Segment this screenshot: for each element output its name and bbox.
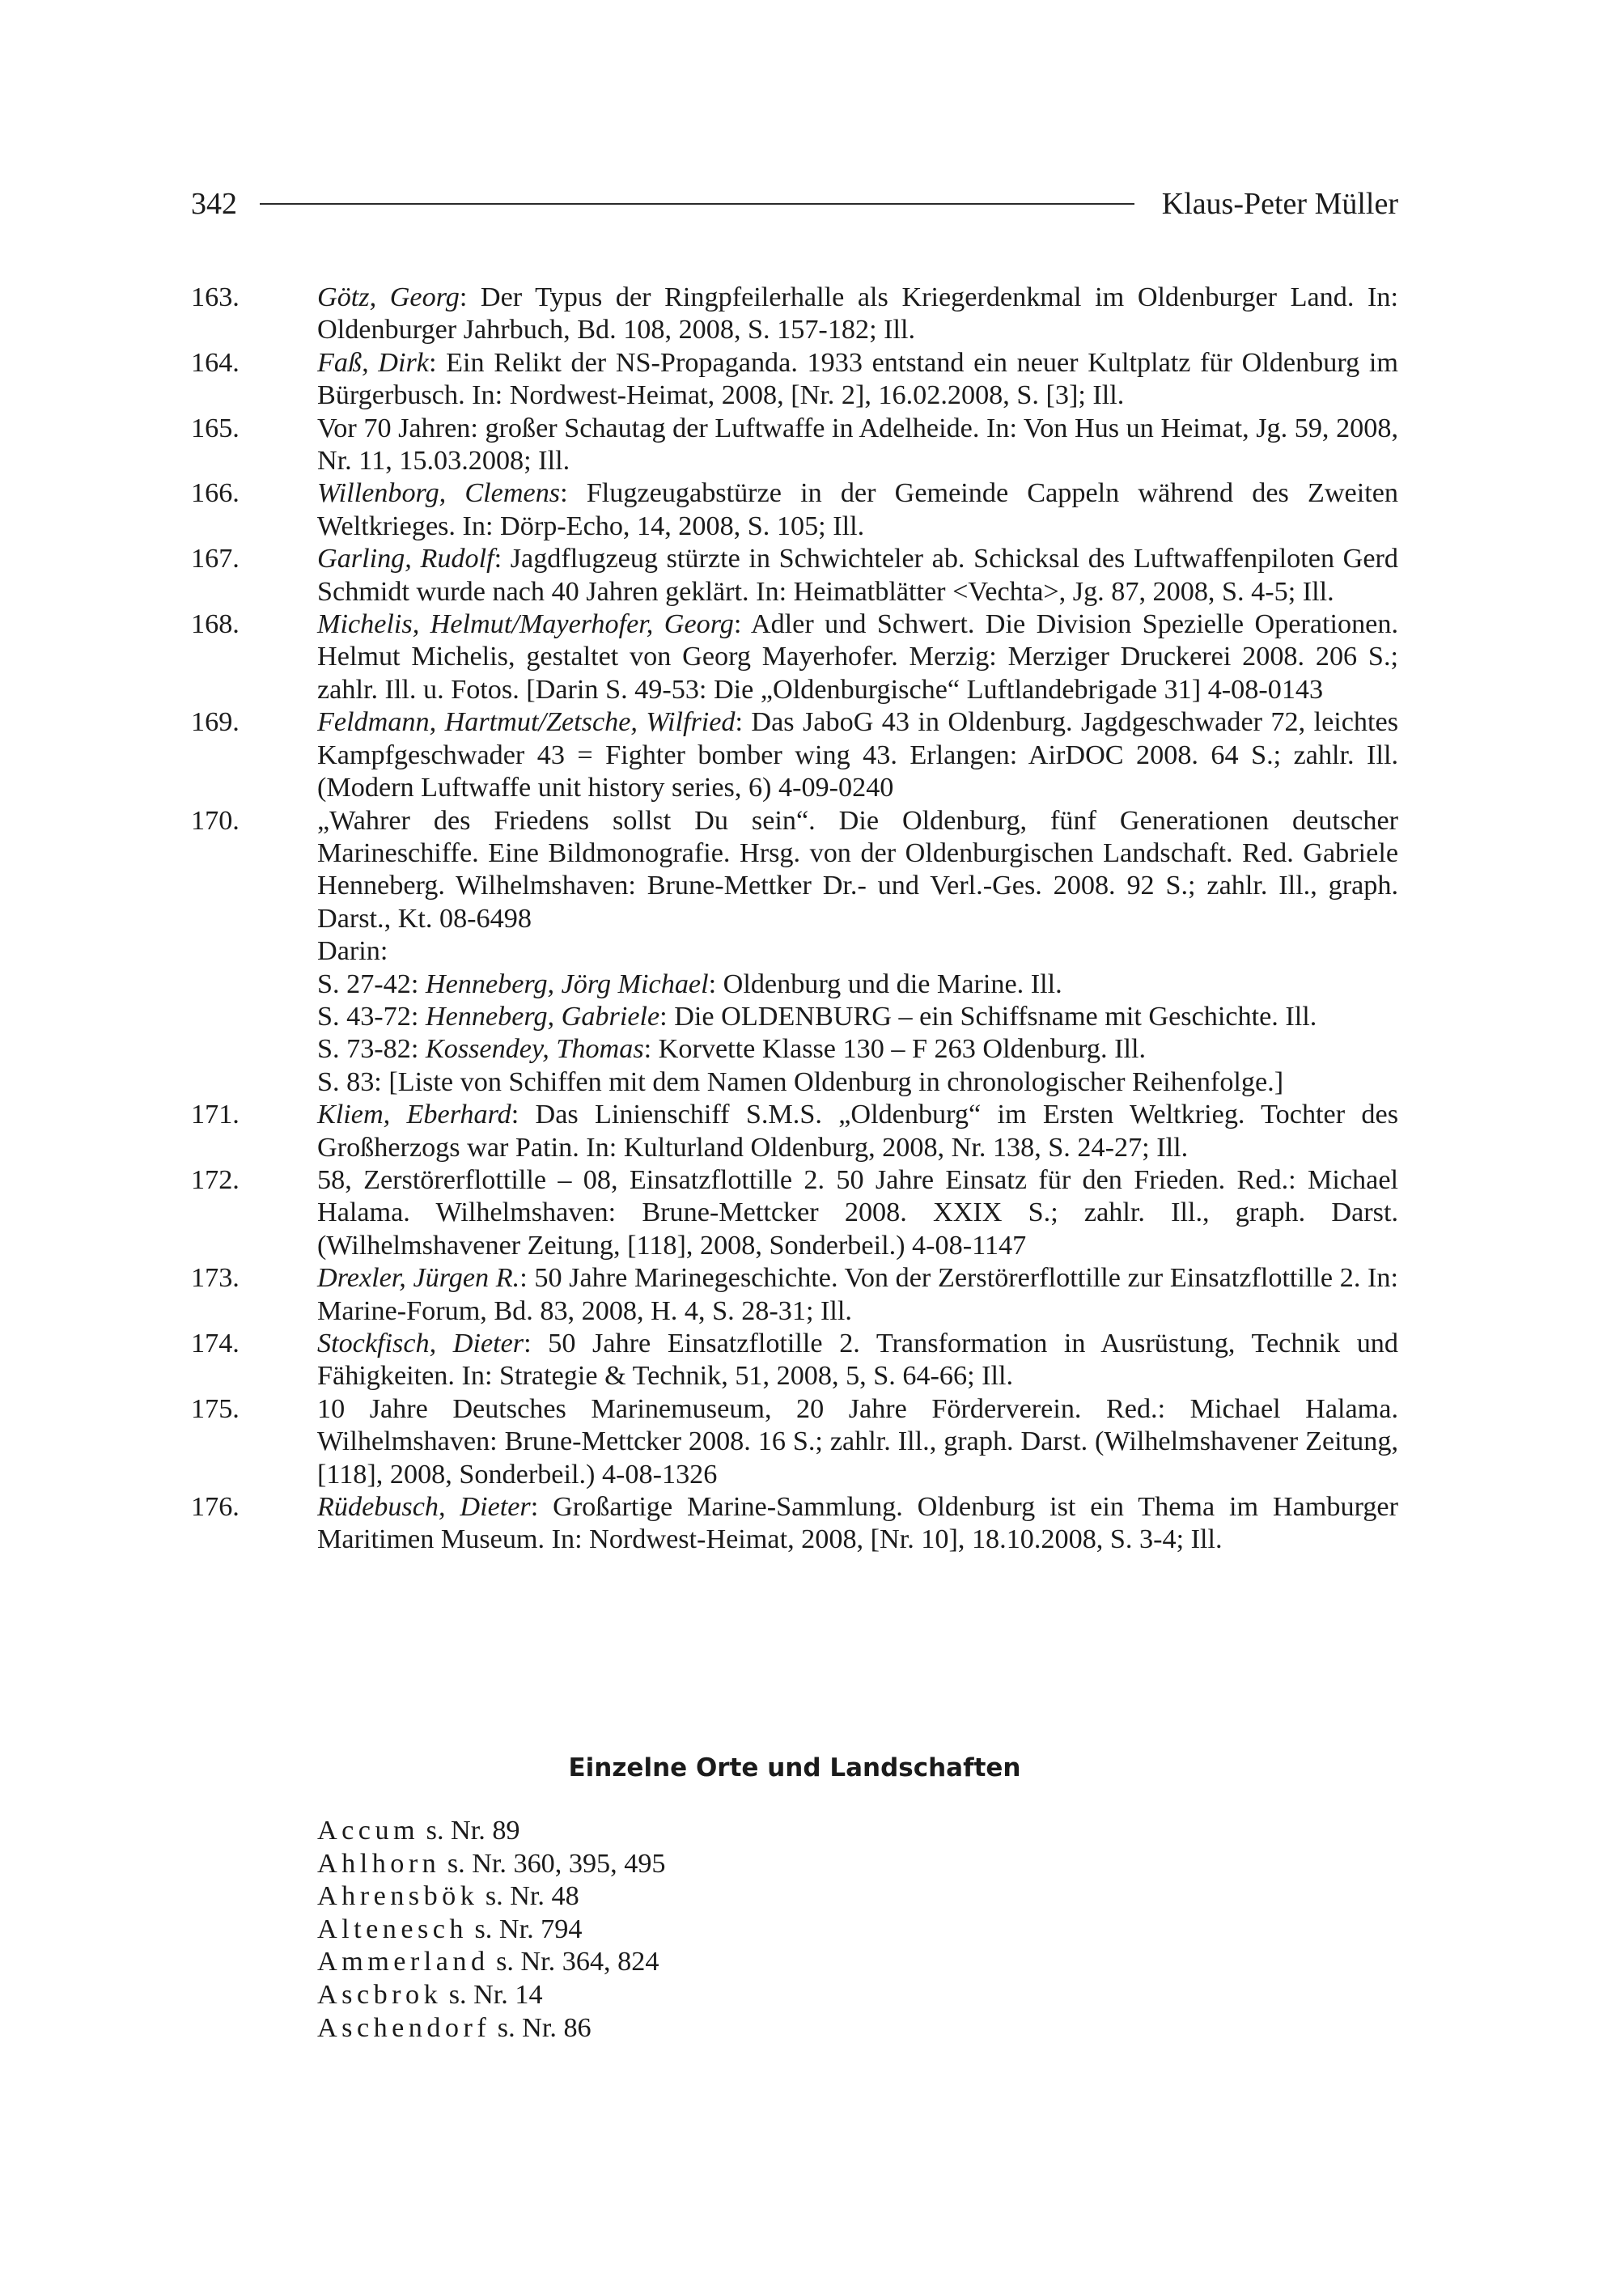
darin-text: : Die OLDENBURG – ein Schiffsname mit Geschichte. Ill. (659, 1001, 1317, 1032)
darin-item (317, 1001, 1398, 1033)
entry-text: : Adler und Schwert. Die Division Spezielle Operationen. Helmut Michelis, gestaltet von Georg Mayerhofer. Merzig: Merziger Druckerei 2008. 206 S.; zahlr. Ill. u. Fotos. [Darin S. 49-53: Die „Oldenburgische“ Luftlandebrigade 31] 4-08-0143 (317, 609, 1398, 705)
entry-author: Götz, Georg (317, 282, 460, 312)
bibliography-entry (191, 282, 1398, 347)
place-ref: s. Nr. 14 (448, 1979, 543, 2010)
entry-number: 172. (191, 1164, 240, 1195)
entry-text: : Das Linienschiff S.M.S. „Oldenburg“ im Ersten Weltkrieg. Tochter des Großherzogs war Patin. In: Kulturland Oldenburg, 2008, Nr. 138, S. 24-27; Ill. (317, 1100, 1398, 1163)
entry-author: Feldmann, Hartmut/Zetsche, Wilfried (317, 707, 736, 738)
darin-label: Darin: (317, 936, 388, 967)
entry-number: 176. (191, 1492, 240, 1523)
entry-body (317, 608, 1398, 706)
entry-text: : Der Typus der Ringpfeilerhalle als Kriegerdenkmal im Oldenburger Land. In: Oldenburger Jahrbuch, Bd. 108, 2008, S. 157-182; Ill. (317, 282, 1399, 345)
entry-body (317, 282, 1398, 347)
darin-text: [Liste von Schiffen mit dem Namen Oldenburg in chronologischer Reihenfolge.] (388, 1066, 1284, 1097)
darin-text: : Oldenburg und die Marine. Ill. (708, 968, 1062, 999)
entry-body (317, 1393, 1398, 1491)
entry-author: Stockfisch, Dieter (317, 1329, 524, 1358)
entry-author: Drexler, Jürgen R. (317, 1263, 520, 1294)
entry-number: 169. (191, 707, 240, 738)
entry-author: Faß, Dirk (317, 347, 429, 378)
darin-author: Henneberg, Gabriele (425, 1001, 660, 1032)
entry-body (317, 1099, 1398, 1164)
place-name: Accum (317, 1816, 420, 1846)
bibliography-entry (191, 477, 1398, 543)
entry-body (317, 706, 1398, 804)
entry-body (317, 805, 1398, 1100)
entry-body (317, 413, 1398, 478)
darin-pages: S. 27-42: (317, 968, 426, 999)
place-ref: s. Nr. 86 (497, 2012, 592, 2043)
entry-text: 58, Zerstörerflottille – 08, Einsatzflottille 2. 50 Jahre Einsatz für den Frieden. Red.: Michael Halama. Wilhelmshaven: Brune-Mettcker 2008. XXIX S.; zahlr. Ill., graph. Darst. (Wilhelmshavener Zeitung, [118], 2008, Sonderbeil.) 4-08-1147 (317, 1164, 1398, 1261)
entry-body (317, 1164, 1398, 1262)
darin-item (317, 1066, 1398, 1099)
bibliography-entry (191, 1164, 1398, 1262)
place-entry (317, 1914, 666, 1947)
place-entry (317, 1979, 666, 2012)
entry-text: : Großartige Marine-Sammlung. Oldenburg ist ein Thema im Hamburger Maritimen Museum. In: Nordwest-Heimat, 2008, [Nr. 10], 18.10.2008, S. 3-4; Ill. (317, 1492, 1398, 1555)
entry-number: 164. (191, 347, 240, 378)
place-entry (317, 1880, 666, 1914)
place-ref: s. Nr. 364, 824 (496, 1947, 659, 1977)
entry-body (317, 1328, 1398, 1393)
place-name: Ahrensbök (317, 1881, 479, 1912)
entry-number: 170. (191, 805, 240, 836)
darin-author: Kossendey, Thomas (425, 1034, 644, 1065)
entry-body (317, 1262, 1398, 1328)
entry-text: : 50 Jahre Einsatzflotille 2. Transformation in Ausrüstung, Technik und Fähigkeiten. In: Strategie & Technik, 51, 2008, 5, S. 64-66; Ill. (317, 1329, 1398, 1392)
darin-pages: S. 73-82: (317, 1034, 426, 1065)
place-entry (317, 1848, 666, 1881)
darin-item (317, 968, 1398, 1001)
entry-number: 173. (191, 1263, 240, 1294)
entry-author: Garling, Rudolf (317, 544, 494, 574)
bibliography-entry (191, 1491, 1398, 1557)
entry-text: : Flugzeugabstürze in der Gemeinde Cappeln während des Zweiten Weltkrieges. In: Dörp-Echo, 14, 2008, S. 105; Ill. (317, 478, 1398, 541)
place-ref: s. Nr. 794 (474, 1914, 583, 1944)
entry-text: : Ein Relikt der NS-Propaganda. 1933 entstand ein neuer Kultplatz für Oldenburg im Bürgerbusch. In: Nordwest-Heimat, 2008, [Nr. 2], 16.02.2008, S. [3]; Ill. (317, 347, 1398, 411)
entry-author: Michelis, Helmut/Mayerhofer, Georg (317, 609, 734, 640)
entry-body (317, 1491, 1398, 1557)
entry-text: : Das JaboG 43 in Oldenburg. Jagdgeschwader 72, leichtes Kampfgeschwader 43 = Fighter bomber wing 43. Erlangen: AirDOC 2008. 64 S.; zahlr. Ill. (Modern Luftwaffe unit history series, 6) 4-09-0240 (317, 707, 1398, 803)
entry-text: : Jagdflugzeug stürzte in Schwichteler ab. Schicksal des Luftwaffenpiloten Gerd Schmidt wurde nach 40 Jahren geklärt. In: Heimatblätter <Vechta>, Jg. 87, 2008, S. 4-5; Ill. (317, 544, 1398, 607)
place-ref: s. Nr. 89 (426, 1816, 520, 1846)
bibliography-entry (191, 608, 1398, 706)
bibliography-entry (191, 413, 1398, 478)
entry-number: 166. (191, 478, 240, 509)
bibliography-entry (191, 1262, 1398, 1328)
place-ref: s. Nr. 360, 395, 495 (447, 1848, 666, 1879)
entry-text: 10 Jahre Deutsches Marinemuseum, 20 Jahre Förderverein. Red.: Michael Halama. Wilhelmshaven: Brune-Mettcker 2008. 16 S.; zahlr. Ill., graph. Darst. (Wilhelmshavener Zeitung, [118], 2008, Sonderbeil.) 4-08-1326 (317, 1393, 1398, 1490)
entry-author: Rüdebusch, Dieter (317, 1492, 531, 1523)
darin-pages: S. 43-72: (317, 1001, 426, 1032)
bibliography-entry (191, 543, 1398, 608)
bibliography-entry (191, 1328, 1398, 1393)
entry-number: 175. (191, 1393, 240, 1424)
place-name: Altenesch (317, 1914, 468, 1944)
place-entry (317, 1815, 666, 1848)
bibliography-entry (191, 706, 1398, 804)
darin-pages: S. 83: (317, 1066, 389, 1097)
bibliography-entry (191, 1099, 1398, 1164)
entry-body (317, 347, 1398, 413)
section-heading: Einzelne Orte und Landschaften (568, 1753, 1021, 1782)
bibliography-entry (191, 347, 1398, 413)
entry-author: Willenborg, Clemens (317, 478, 561, 509)
entry-number: 171. (191, 1100, 240, 1130)
entry-number: 167. (191, 544, 240, 574)
entry-number: 163. (191, 282, 240, 312)
header-rule (260, 203, 1134, 205)
page-number: 342 (191, 187, 237, 221)
place-entry (317, 1946, 666, 1979)
entry-number: 174. (191, 1329, 240, 1358)
entry-body (317, 543, 1398, 608)
darin-item (317, 1033, 1398, 1066)
entry-text: : 50 Jahre Marinegeschichte. Von der Zerstörerflottille zur Einsatzflottille 2. In: Marine-Forum, Bd. 83, 2008, H. 4, S. 28-31; Ill. (317, 1263, 1398, 1326)
place-index (317, 1815, 666, 2045)
place-ref: s. Nr. 48 (485, 1881, 579, 1912)
running-head (191, 180, 1398, 228)
darin-text: : Korvette Klasse 130 – F 263 Oldenburg. Ill. (643, 1034, 1147, 1065)
place-name: Ahlhorn (317, 1848, 441, 1879)
darin-author: Henneberg, Jörg Michael (425, 968, 709, 999)
bibliography-entry (191, 1393, 1398, 1491)
bibliography-entry (191, 805, 1398, 1100)
place-entry (317, 2012, 666, 2045)
entry-text: Vor 70 Jahren: großer Schautag der Luftwaffe in Adelheide. In: Von Hus un Heimat, Jg. 59, 2008, Nr. 11, 15.03.2008; Ill. (317, 413, 1398, 477)
place-name: Aschendorf (317, 2012, 491, 2043)
entry-text: „Wahrer des Friedens sollst Du sein“. Die Oldenburg, fünf Generationen deutscher Marineschiffe. Eine Bildmonografie. Hrsg. von der Oldenburgischen Landschaft. Red. Gabriele Henneberg. Wilhelmshaven: Brune-Mettker Dr.- und Verl.-Ges. 2008. 92 S.; zahlr. Ill., graph. Darst., Kt. 08-6498 (317, 805, 1398, 934)
entry-author: Kliem, Eberhard (317, 1100, 511, 1130)
entry-number: 168. (191, 609, 240, 640)
place-name: Ammerland (317, 1947, 490, 1977)
place-name: Ascbrok (317, 1979, 443, 2010)
entry-body (317, 477, 1398, 543)
entry-number: 165. (191, 413, 240, 443)
running-head-author: Klaus-Peter Müller (1161, 187, 1398, 221)
bibliography-list (191, 282, 1398, 1557)
